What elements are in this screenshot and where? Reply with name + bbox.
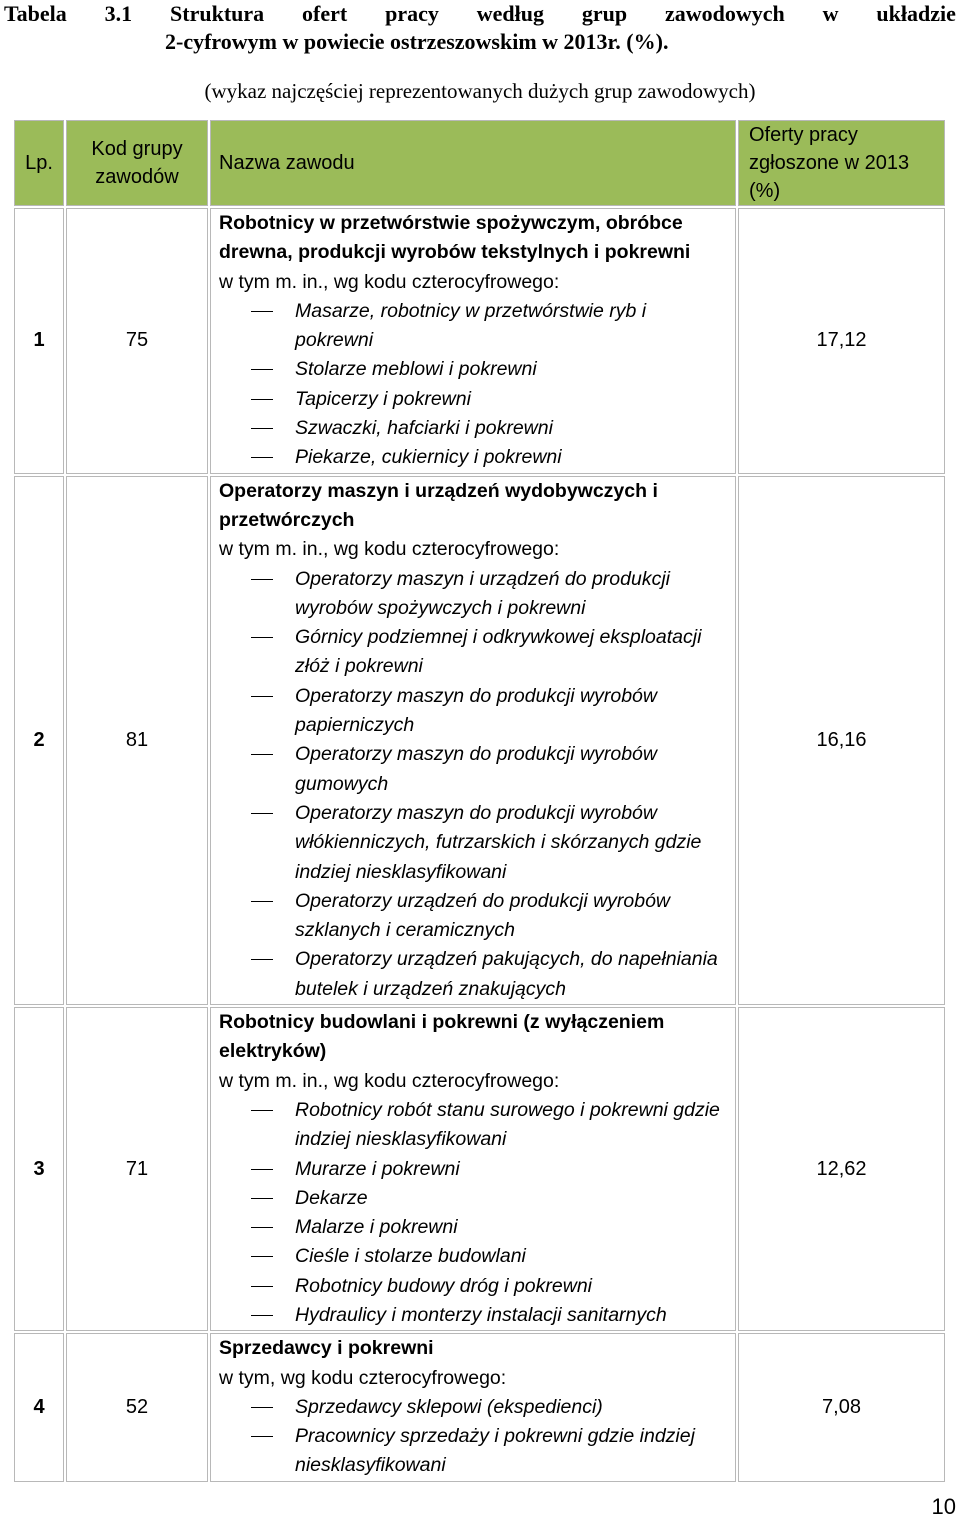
subgroup-list xyxy=(219,297,727,473)
group-name: Operatorzy maszyn i urządzeń wydobywczych i przetwórczych xyxy=(219,479,658,531)
table-body xyxy=(14,208,945,1482)
caption-word: Tabela xyxy=(4,1,67,26)
table-header-row xyxy=(14,120,945,206)
caption-line-1 xyxy=(4,0,956,28)
caption-word: według xyxy=(476,1,544,26)
page-number: 10 xyxy=(931,1494,956,1519)
list-item: Masarze, robotnicy w przetwórstwie ryb i pokrewni xyxy=(219,297,727,356)
list-item: Dekarze xyxy=(219,1184,727,1213)
row-kod: 75 xyxy=(66,208,208,474)
caption-word: Struktura xyxy=(170,1,265,26)
list-item: Operatorzy maszyn i urządzeń do produkcji wyrobów spożywczych i pokrewni xyxy=(219,565,727,624)
header-kod: Kod grupy zawodów xyxy=(66,120,208,206)
caption-word: pracy xyxy=(385,1,439,26)
caption-word: ofert xyxy=(302,1,348,26)
caption-word: układzie xyxy=(876,1,956,26)
caption-word: 3.1 xyxy=(104,1,133,26)
list-item: Operatorzy maszyn do produkcji wyrobów włókienniczych, futrzarskich i skórzanych gdzie indziej niesklasyfikowani xyxy=(219,799,727,887)
group-name: Robotnicy budowlani i pokrewni (z wyłączeniem elektryków) xyxy=(219,1011,665,1063)
table-caption xyxy=(4,0,956,56)
list-item: Murarze i pokrewni xyxy=(219,1155,727,1184)
list-item: Górnicy podziemnej i odkrywkowej eksploatacji złóż i pokrewni xyxy=(219,623,727,682)
group-intro: w tym, wg kodu czterocyfrowego: xyxy=(219,1366,507,1389)
list-item: Robotnicy robót stanu surowego i pokrewni gdzie indziej niesklasyfikowani xyxy=(219,1096,727,1155)
table-row xyxy=(14,1333,945,1481)
subgroup-list xyxy=(219,565,727,1004)
row-kod: 81 xyxy=(66,476,208,1005)
subgroup-list xyxy=(219,1393,727,1481)
list-item: Operatorzy urządzeń do produkcji wyrobów szklanych i ceramicznych xyxy=(219,887,727,946)
row-kod: 71 xyxy=(66,1007,208,1331)
group-intro: w tym m. in., wg kodu czterocyfrowego: xyxy=(219,1069,560,1092)
group-intro: w tym m. in., wg kodu czterocyfrowego: xyxy=(219,270,560,293)
header-lp: Lp. xyxy=(14,120,64,206)
row-kod: 52 xyxy=(66,1333,208,1481)
list-item: Piekarze, cukiernicy i pokrewni xyxy=(219,443,727,472)
header-nazwa: Nazwa zawodu xyxy=(210,120,736,206)
list-item: Sprzedawcy sklepowi (ekspedienci) xyxy=(219,1393,727,1422)
list-item: Operatorzy urządzeń pakujących, do napełniania butelek i urządzeń znakujących xyxy=(219,945,727,1004)
header-oferty: Oferty pracy zgłoszone w 2013 (%) xyxy=(738,120,945,206)
row-oferty-value: 7,08 xyxy=(738,1333,945,1481)
table-row xyxy=(14,1007,945,1331)
caption-word: zawodowych xyxy=(664,1,785,26)
row-lp: 4 xyxy=(14,1333,64,1481)
caption-word: w xyxy=(822,1,839,26)
group-intro: w tym m. in., wg kodu czterocyfrowego: xyxy=(219,538,560,561)
row-lp: 3 xyxy=(14,1007,64,1331)
list-item: Operatorzy maszyn do produkcji wyrobów papierniczych xyxy=(219,682,727,741)
row-nazwa xyxy=(210,1007,736,1331)
row-nazwa xyxy=(210,208,736,474)
caption-line-2: 2-cyfrowym w powiecie ostrzeszowskim w 2013r. (%). xyxy=(165,29,669,54)
group-name: Robotnicy w przetwórstwie spożywczym, obróbce drewna, produkcji wyrobów tekstylnych i pokrewni xyxy=(219,212,691,264)
list-item: Hydraulicy i monterzy instalacji sanitarnych xyxy=(219,1301,727,1330)
row-oferty-value: 16,16 xyxy=(738,476,945,1005)
occupation-table xyxy=(12,118,947,1484)
row-lp: 2 xyxy=(14,476,64,1005)
row-oferty-value: 17,12 xyxy=(738,208,945,474)
list-item: Cieśle i stolarze budowlani xyxy=(219,1242,727,1271)
row-lp: 1 xyxy=(14,208,64,474)
row-nazwa xyxy=(210,476,736,1005)
list-item: Operatorzy maszyn do produkcji wyrobów gumowych xyxy=(219,740,727,799)
row-oferty-value: 12,62 xyxy=(738,1007,945,1331)
table-subtitle: (wykaz najczęściej reprezentowanych dużych grup zawodowych) xyxy=(204,79,756,103)
table-row xyxy=(14,208,945,474)
group-name: Sprzedawcy i pokrewni xyxy=(219,1337,434,1360)
row-nazwa xyxy=(210,1333,736,1481)
list-item: Robotnicy budowy dróg i pokrewni xyxy=(219,1272,727,1301)
caption-word: grup xyxy=(581,1,628,26)
table-row xyxy=(14,476,945,1005)
list-item: Pracownicy sprzedaży i pokrewni gdzie indziej niesklasyfikowani xyxy=(219,1422,727,1481)
subgroup-list xyxy=(219,1096,727,1330)
list-item: Szwaczki, hafciarki i pokrewni xyxy=(219,414,727,443)
list-item: Stolarze meblowi i pokrewni xyxy=(219,355,727,384)
list-item: Malarze i pokrewni xyxy=(219,1213,727,1242)
list-item: Tapicerzy i pokrewni xyxy=(219,385,727,414)
